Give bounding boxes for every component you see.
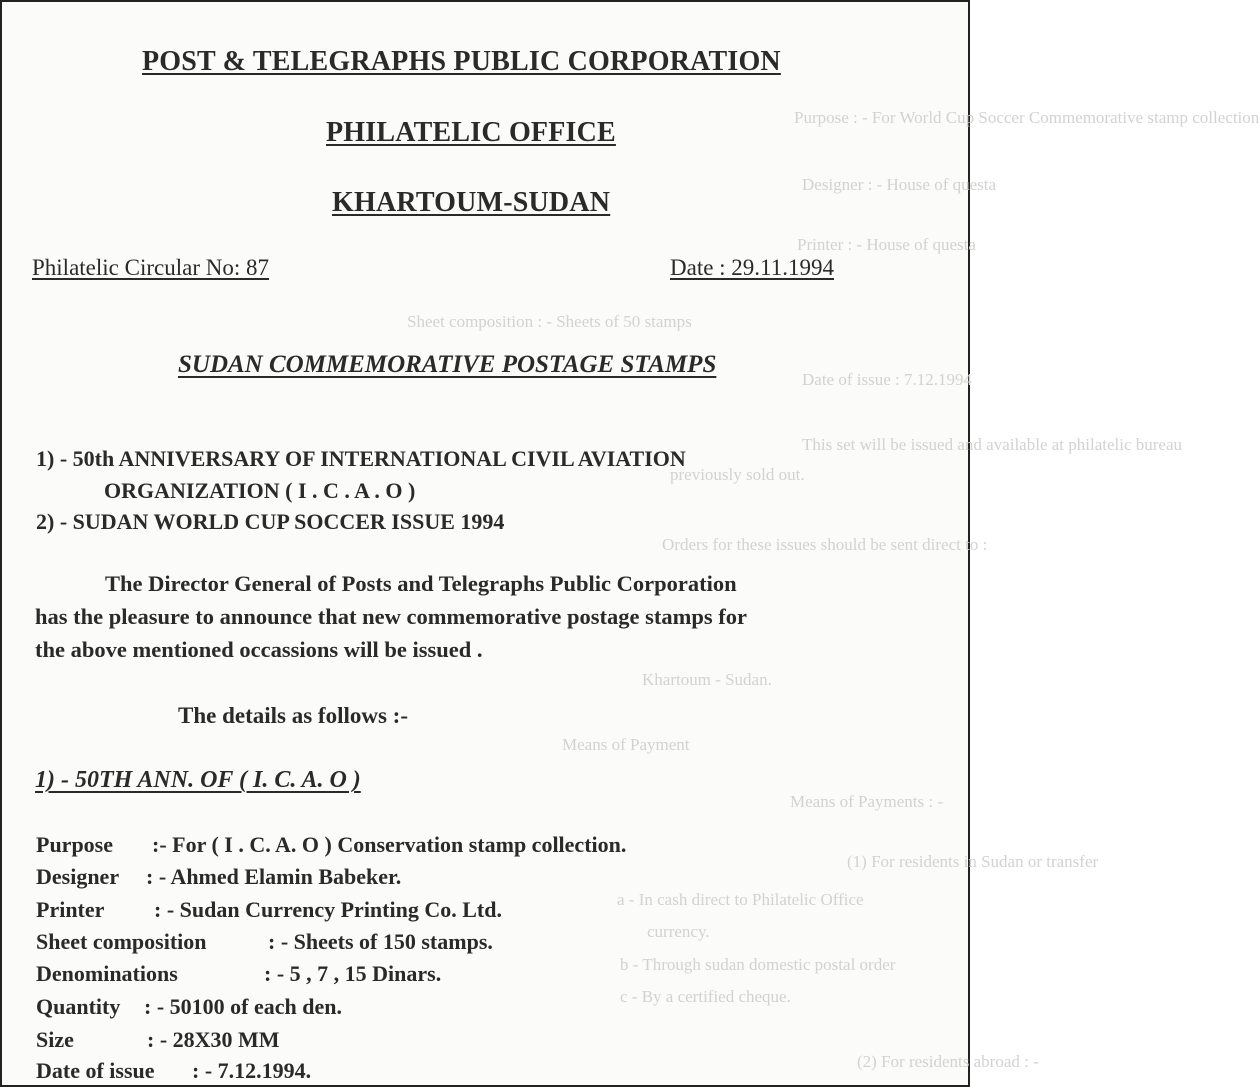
- denominations-label: Denominations: [36, 961, 178, 986]
- size-value: : - 28X30 MM: [147, 1027, 280, 1052]
- designer-value: : - Ahmed Elamin Babeker.: [146, 864, 402, 889]
- printer-label: Printer: [36, 897, 105, 922]
- quantity-value: : - 50100 of each den.: [144, 994, 342, 1019]
- denominations-value: : - 5 , 7 , 15 Dinars.: [264, 961, 442, 986]
- details-intro: The details as follows :-: [178, 703, 408, 728]
- office-title: PHILATELIC OFFICE: [326, 117, 616, 148]
- date-of-issue-value: : - 7.12.1994.: [192, 1058, 312, 1083]
- sheet-composition-label: Sheet composition: [36, 929, 207, 954]
- purpose-label: Purpose: [36, 832, 113, 857]
- issue-item-1-line-1: 1) - 50th ANNIVERSARY OF INTERNATIONAL CIVIL AVIATION: [36, 446, 686, 471]
- quantity-label: Quantity: [36, 994, 121, 1019]
- issue-item-1-line-2: ORGANIZATION ( I . C . A . O ): [104, 478, 416, 503]
- location-title: KHARTOUM-SUDAN: [332, 187, 611, 218]
- document-headline: SUDAN COMMEMORATIVE POSTAGE STAMPS: [178, 351, 717, 378]
- size-label: Size: [36, 1027, 74, 1052]
- sheet-composition-value: : - Sheets of 150 stamps.: [268, 929, 493, 954]
- circular-date: Date : 29.11.1994: [670, 255, 834, 280]
- section-1-title: 1) - 50TH ANN. OF ( I. C. A. O ): [35, 767, 361, 793]
- date-of-issue-label: Date of issue: [36, 1058, 155, 1083]
- circular-page: Purpose : - For World Cup Soccer Commemorative stamp collection Designer : - House of questa Printer : - House of questa Sheet composition : - Sheets of 50 stamps Date of issue : 7.12.1994 This set will be issued and available at philatelic bureau previously sold out. Orders for these issues should be sent direct to : Khartoum - Sudan. Means of Payment Means of Payments : - (1) For residents in Sudan or transfer a - In cash direct to Philatelic Office currency. b - Through sudan domestic postal order c - By a certified cheque. (2) For residents abroad : - POST & TELEGRAPHS PUBLIC CORPORATION PHILATELIC OFFICE KHARTOUM-SUDAN Philatelic Circular No: 87 Date : 29.11.1994 SUDAN COMMEMORATIVE POSTAGE STAMPS 1) - 50th ANNIVERSARY OF INTERNATIONAL CIVIL AVIATION ORGANIZATION ( I . C . A . O ) 2) - SUDAN WORLD CUP SOCCER ISSUE 1994 The Director General of Posts and Telegraphs Public Corporation has the pleasure to announce that new commemorative postage stamps for the above mentioned occassions will be issued . The details as follows :- 1) - 50TH ANN. OF ( I. C. A. O ) Purpose :- For ( I . C. A. O ) Conservation stamp collection. Designer : - Ahmed Elamin Babeker. Printer : - Sudan Currency Printing Co. Ltd. Sheet composition : - Sheets of 150 stamps. Denominations : - 5 , 7 , 15 Dinars. Quantity : - 50100 of each den. Size : - 28X30 MM Date of issue : - 7.12.1994.: [0, 0, 970, 1087]
- organization-title: POST & TELEGRAPHS PUBLIC CORPORATION: [142, 46, 781, 77]
- announcement-line-3: the above mentioned occassions will be issued .: [35, 637, 483, 662]
- announcement-line-1: The Director General of Posts and Telegraphs Public Corporation: [105, 571, 737, 596]
- issue-item-2: 2) - SUDAN WORLD CUP SOCCER ISSUE 1994: [36, 509, 505, 534]
- designer-label: Designer: [36, 864, 120, 889]
- printer-value: : - Sudan Currency Printing Co. Ltd.: [154, 897, 502, 922]
- purpose-value: :- For ( I . C. A. O ) Conservation stamp collection.: [152, 832, 627, 857]
- circular-number: Philatelic Circular No: 87: [32, 255, 269, 280]
- announcement-line-2: has the pleasure to announce that new commemorative postage stamps for: [35, 604, 748, 629]
